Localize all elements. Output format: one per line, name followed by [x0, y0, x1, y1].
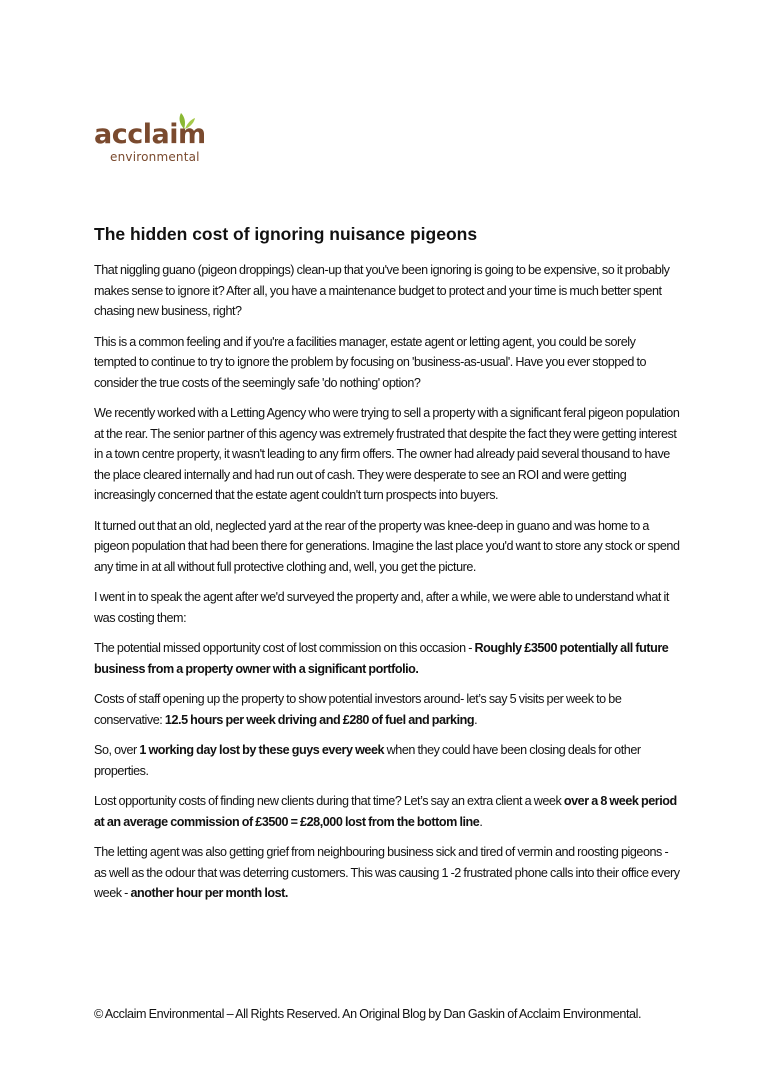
paragraph-5: I went in to speak the agent after we'd surveyed the property and, after a while, we were able to understand what it was costing them: — [94, 590, 669, 625]
paragraph-7-emphasis: 12.5 hours per week driving and £280 of fuel and parking — [164, 712, 475, 727]
paragraph-9-emphasis: over a 8 week period at an average commission of £3500 = £28,000 lost from the bottom line — [94, 794, 677, 829]
paragraph-1: That niggling guano (pigeon droppings) clean-up that you've been ignoring is going to be expensive, so it probably makes sense to ignore it? After all, you have a maintenance budget to protect and your time is much better spent chasing new business, right? — [94, 263, 670, 318]
paragraph-6-emphasis: Roughly £3500 potentially all future business from a property owner with a significant portfolio. — [94, 641, 669, 676]
logo-subtitle: environmental — [110, 150, 200, 164]
paragraph-8 — [94, 740, 680, 781]
paragraph-2: This is a common feeling and if you're a facilities manager, estate agent or letting agent, you could be sorely tempted to continue to try to ignore the problem by focusing on 'business-as-usual'. Have you ever stopped to consider the true costs of the seemingly safe 'do nothing' option? — [94, 334, 647, 390]
paragraph-6 — [94, 638, 680, 679]
paragraph-10 — [94, 842, 680, 904]
paragraph-7-end: . — [474, 712, 478, 727]
paragraph-7 — [94, 689, 680, 730]
logo-wordmark: acclaim — [94, 119, 206, 150]
paragraph-10-emphasis: another hour per month lost. — [130, 886, 288, 900]
paragraph-7-text: Costs of staff opening up the property to show potential investors around- let’s say 5 visits per week to be conservative: — [94, 692, 622, 727]
article-title: The hidden cost of ignoring nuisance pigeons — [94, 224, 478, 244]
paragraph-10-text: The letting agent was also getting grief from neighbouring business sick and tired of vermin and roosting pigeons - as well as the odour that was deterring customers. This was causing 1 -2 frustrated phone calls into their office every week - — [94, 845, 680, 900]
paragraph-3: We recently worked with a Letting Agency who were trying to sell a property with a significant feral pigeon population at the rear. The senior partner of this agency was extremely frustrated that despite the fact they were getting interest in a town centre property, it wasn't leading to any firm offers. The owner had already paid several thousand to have the place cleared internally and had run out of cash. They were desperate to see an ROI and were getting increasingly concerned that the estate agent couldn't turn prospects into buyers. — [94, 406, 680, 502]
copyright-footer: © Acclaim Environmental – All Rights Reserved. An Original Blog by Dan Gaskin of Acclaim Environmental. — [94, 1007, 642, 1021]
paragraph-4: It turned out that an old, neglected yard at the rear of the property was knee-deep in guano and was home to a pigeon population that had been there for generations. Imagine the last place you'd want to store any stock or spend any time in at all without full protective clothing and, well, you get the picture. — [94, 518, 680, 574]
acclaim-logo — [94, 118, 214, 170]
paragraph-8-emphasis: 1 working day lost by these guys every week — [139, 743, 385, 757]
paragraph-9-text: Lost opportunity costs of finding new clients during that time? Let’s say an extra client a week — [94, 794, 564, 808]
article — [94, 222, 680, 914]
paragraph-8-text: So, over — [94, 743, 140, 757]
paragraph-9-end: . — [479, 814, 483, 829]
paragraph-6-text: The potential missed opportunity cost of lost commission on this occasion - — [94, 641, 475, 655]
paragraph-9 — [94, 791, 680, 832]
paragraph-8-end: when they could have been closing deals for other properties. — [94, 743, 641, 778]
